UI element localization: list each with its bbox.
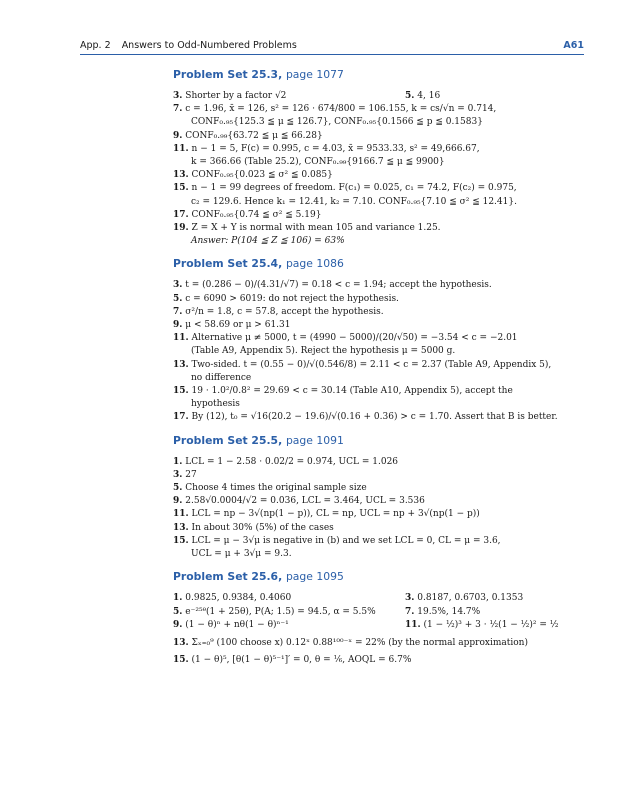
answer-line	[173, 332, 584, 345]
answer-text: 27	[185, 469, 197, 480]
answer-text: Shorter by a factor √2	[185, 91, 287, 101]
answer-text: Σₓ₌₀⁹ (100 choose x) 0.12ˣ 0.88¹⁰⁰⁻ˣ = 22% (by the normal approximation)	[191, 637, 528, 648]
problem-number: 3.	[173, 469, 183, 480]
problem-number: 3.	[405, 593, 415, 604]
problem-number: 5.	[405, 91, 415, 101]
answer-line	[173, 535, 584, 548]
answer-line	[173, 130, 584, 143]
problem-number: 19.	[173, 223, 189, 234]
answer-text: 4, 16	[417, 91, 441, 101]
answer-col	[173, 619, 405, 632]
answer-line	[173, 456, 584, 469]
problem-set-section	[173, 434, 584, 562]
section-page-ref: page 1086	[285, 257, 344, 271]
answer-line	[173, 103, 584, 116]
section-title-text: Problem Set 25.3,	[173, 68, 283, 81]
answer-text: c = 1.96, x̄ = 126, s² = 126 · 674/800 = 106.155, k = cs/√n = 0.714,	[185, 104, 497, 115]
problem-number: 13.	[173, 170, 189, 181]
problem-number: 1.	[173, 593, 183, 604]
answer-col	[405, 619, 559, 632]
section-title	[173, 257, 584, 270]
answer-text: CONF₀.₉₅{125.3 ≦ μ ≦ 126.7}, CONF₀.₉₅{0.1566 ≦ p ≦ 0.1583}	[191, 117, 483, 128]
section-title	[173, 434, 584, 447]
section-title-text: Problem Set 25.4,	[173, 257, 283, 271]
answer-text: k = 366.66 (Table 25.2), CONF₀.₉₉{9166.7 ≦ μ ≦ 9900}	[191, 157, 445, 168]
answer-text: Answer: P(104 ≦ Z ≦ 106) = 63%	[191, 236, 345, 247]
answer-text: LCL = μ − 3√μ is negative in (b) and we set LCL = 0, CL = μ = 3.6,	[191, 535, 501, 546]
problem-number: 15.	[173, 535, 189, 546]
answer-text: c₂ = 129.6. Hence k₁ = 12.41, k₂ = 7.10. CONF₀.₉₅{7.10 ≦ σ² ≦ 12.41}.	[191, 196, 517, 207]
answer-text: (1 − θ)⁵, [θ(1 − θ)⁵⁻¹]′ = 0, θ = ⅙, AOQL = 6.7%	[191, 654, 412, 665]
problem-number: 11.	[173, 143, 189, 154]
answer-line	[173, 209, 584, 222]
problem-number: 7.	[173, 306, 183, 317]
answer-col	[405, 592, 523, 605]
answer-col	[173, 606, 405, 619]
answer-line	[173, 169, 584, 182]
answer-text: Alternative μ ≠ 5000, t = (4990 − 5000)/(20/√50) = −3.54 < c = −2.01	[191, 333, 518, 344]
answer-line	[173, 359, 584, 372]
problem-number: 17.	[173, 412, 189, 423]
answer-continuation	[173, 235, 584, 248]
answer-text: t = (0.286 − 0)/(4.31/√7) = 0.18 < c = 1.94; accept the hypothesis.	[185, 280, 492, 291]
answer-text: n − 1 = 5, F(c) = 0.995, c = 4.03, x̄ = 9533.33, s² = 49,666.67,	[191, 143, 480, 154]
problem-number: 5.	[173, 483, 183, 494]
answer-line	[173, 411, 584, 424]
problem-set-section	[173, 257, 584, 424]
answer-line	[173, 508, 584, 521]
answer-row	[173, 592, 584, 605]
problem-number: 1.	[173, 456, 183, 467]
problem-number: 17.	[173, 209, 189, 220]
answer-line	[173, 385, 584, 398]
answer-line	[173, 143, 584, 156]
answer-text: σ²/n = 1.8, c = 57.8, accept the hypothesis.	[185, 306, 384, 317]
section-title	[173, 570, 584, 583]
answer-text: no difference	[191, 372, 252, 383]
answer-continuation	[173, 372, 584, 385]
answer-col	[405, 606, 480, 619]
problem-number: 5.	[173, 293, 183, 304]
answer-line	[173, 632, 584, 654]
answer-text: CONF₀.₉₅{0.023 ≦ σ² ≦ 0.085}	[191, 170, 333, 181]
answer-text: Choose 4 times the original sample size	[185, 483, 367, 494]
section-page-ref: page 1095	[285, 570, 344, 584]
answer-text: Two-sided. t = (0.55 − 0)/√(0.546/8) = 2.11 < c = 2.37 (Table A9, Appendix 5),	[191, 359, 552, 370]
answers-content	[173, 68, 584, 676]
problem-number: 11.	[173, 509, 189, 520]
answer-text: 0.9825, 0.9384, 0.4060	[185, 593, 292, 604]
problem-number: 9.	[173, 130, 183, 141]
problem-number: 9.	[173, 619, 183, 630]
section-title	[173, 68, 584, 81]
answer-text: CONF₀.₉₉{63.72 ≦ μ ≦ 66.28}	[185, 130, 323, 141]
running-header	[80, 40, 584, 54]
answer-text: Z = X + Y is normal with mean 105 and variance 1.25.	[191, 223, 441, 234]
answer-text: CONF₀.₉₅{0.74 ≦ σ² ≦ 5.19}	[191, 209, 322, 220]
section-title-text: Problem Set 25.5,	[173, 433, 283, 447]
answer-text: hypothesis	[191, 399, 240, 410]
answer-line	[173, 279, 584, 292]
answer-line	[173, 522, 584, 535]
problem-number: 7.	[405, 606, 415, 617]
answer-continuation	[173, 345, 584, 358]
answer-line	[173, 182, 584, 195]
answer-continuation	[173, 116, 584, 129]
answer-continuation	[173, 548, 584, 561]
answer-text: c = 6090 > 6019: do not reject the hypothesis.	[185, 293, 399, 304]
answer-text: 0.8187, 0.6703, 0.1353	[417, 593, 524, 604]
problem-number: 3.	[173, 91, 183, 101]
problem-set-section	[173, 570, 584, 667]
problem-number: 13.	[173, 522, 189, 533]
answer-continuation	[173, 398, 584, 411]
answer-text: (1 − ½)³ + 3 · ½(1 − ½)² = ½	[423, 619, 559, 630]
answer-text: 19.5%, 14.7%	[417, 606, 481, 617]
answer-text: e⁻²⁵ᶿ(1 + 25θ), P(A; 1.5) = 94.5, α = 5.5%	[185, 606, 376, 617]
problem-number: 11.	[173, 333, 189, 344]
problem-set-section	[173, 68, 584, 248]
section-page-ref: page 1091	[285, 433, 344, 447]
section-title-text: Problem Set 25.6,	[173, 570, 283, 584]
answer-line	[173, 469, 584, 482]
answer-text: LCL = 1 − 2.58 · 0.02/2 = 0.974, UCL = 1.026	[185, 456, 399, 467]
problem-number: 13.	[173, 359, 189, 370]
header-rule	[80, 54, 584, 55]
answer-continuation	[173, 196, 584, 209]
answer-line	[173, 654, 584, 667]
answer-row	[173, 90, 584, 103]
answer-text: (1 − θ)ⁿ + nθ(1 − θ)ⁿ⁻¹	[185, 619, 289, 630]
problem-number: 5.	[173, 606, 183, 617]
answer-line	[173, 222, 584, 235]
problem-number: 3.	[173, 280, 183, 291]
problem-number: 11.	[405, 619, 421, 630]
answer-row	[173, 619, 584, 632]
section-page-ref: page 1077	[285, 68, 344, 81]
answer-line	[173, 319, 584, 332]
answer-text: LCL = np − 3√(np(1 − p)), CL = np, UCL = np + 3√(np(1 − p))	[191, 509, 480, 520]
answer-text: n − 1 = 99 degrees of freedom. F(c₁) = 0.025, c₁ = 74.2, F(c₂) = 0.975,	[191, 183, 517, 194]
page-number: A61	[563, 40, 584, 51]
answer-line	[173, 482, 584, 495]
problem-number: 15.	[173, 183, 189, 194]
problem-number: 15.	[173, 654, 189, 665]
header-title: Answers to Odd-Numbered Problems	[121, 40, 297, 51]
answer-line	[173, 293, 584, 306]
problem-number: 9.	[173, 320, 183, 331]
header-left	[80, 40, 297, 51]
problem-number: 9.	[173, 496, 183, 507]
answer-row	[173, 606, 584, 619]
answer-text: In about 30% (5%) of the cases	[191, 522, 334, 533]
answer-line	[173, 495, 584, 508]
answer-text: UCL = μ + 3√μ = 9.3.	[191, 549, 292, 560]
answer-col	[405, 90, 440, 103]
problem-number: 7.	[173, 104, 183, 115]
problem-number: 13.	[173, 637, 189, 648]
answer-text: 2.58√0.0004/√2 = 0.036, LCL = 3.464, UCL = 3.536	[185, 496, 425, 507]
answer-text: By (12), t₀ = √16(20.2 − 19.6)/√(0.16 + 0.36) > c = 1.70. Assert that B is better.	[191, 412, 558, 423]
header-chapter: App. 2	[80, 40, 111, 51]
answer-col	[173, 592, 405, 605]
answer-col	[173, 90, 405, 103]
answer-text: 19 · 1.0²/0.8² = 29.69 < c = 30.14 (Table A10, Appendix 5), accept the	[191, 386, 513, 397]
answer-text: (Table A9, Appendix 5). Reject the hypothesis μ = 5000 g.	[191, 346, 456, 357]
answer-text: μ < 58.69 or μ > 61.31	[185, 320, 291, 331]
problem-number: 15.	[173, 386, 189, 397]
answer-continuation	[173, 156, 584, 169]
answer-line	[173, 306, 584, 319]
